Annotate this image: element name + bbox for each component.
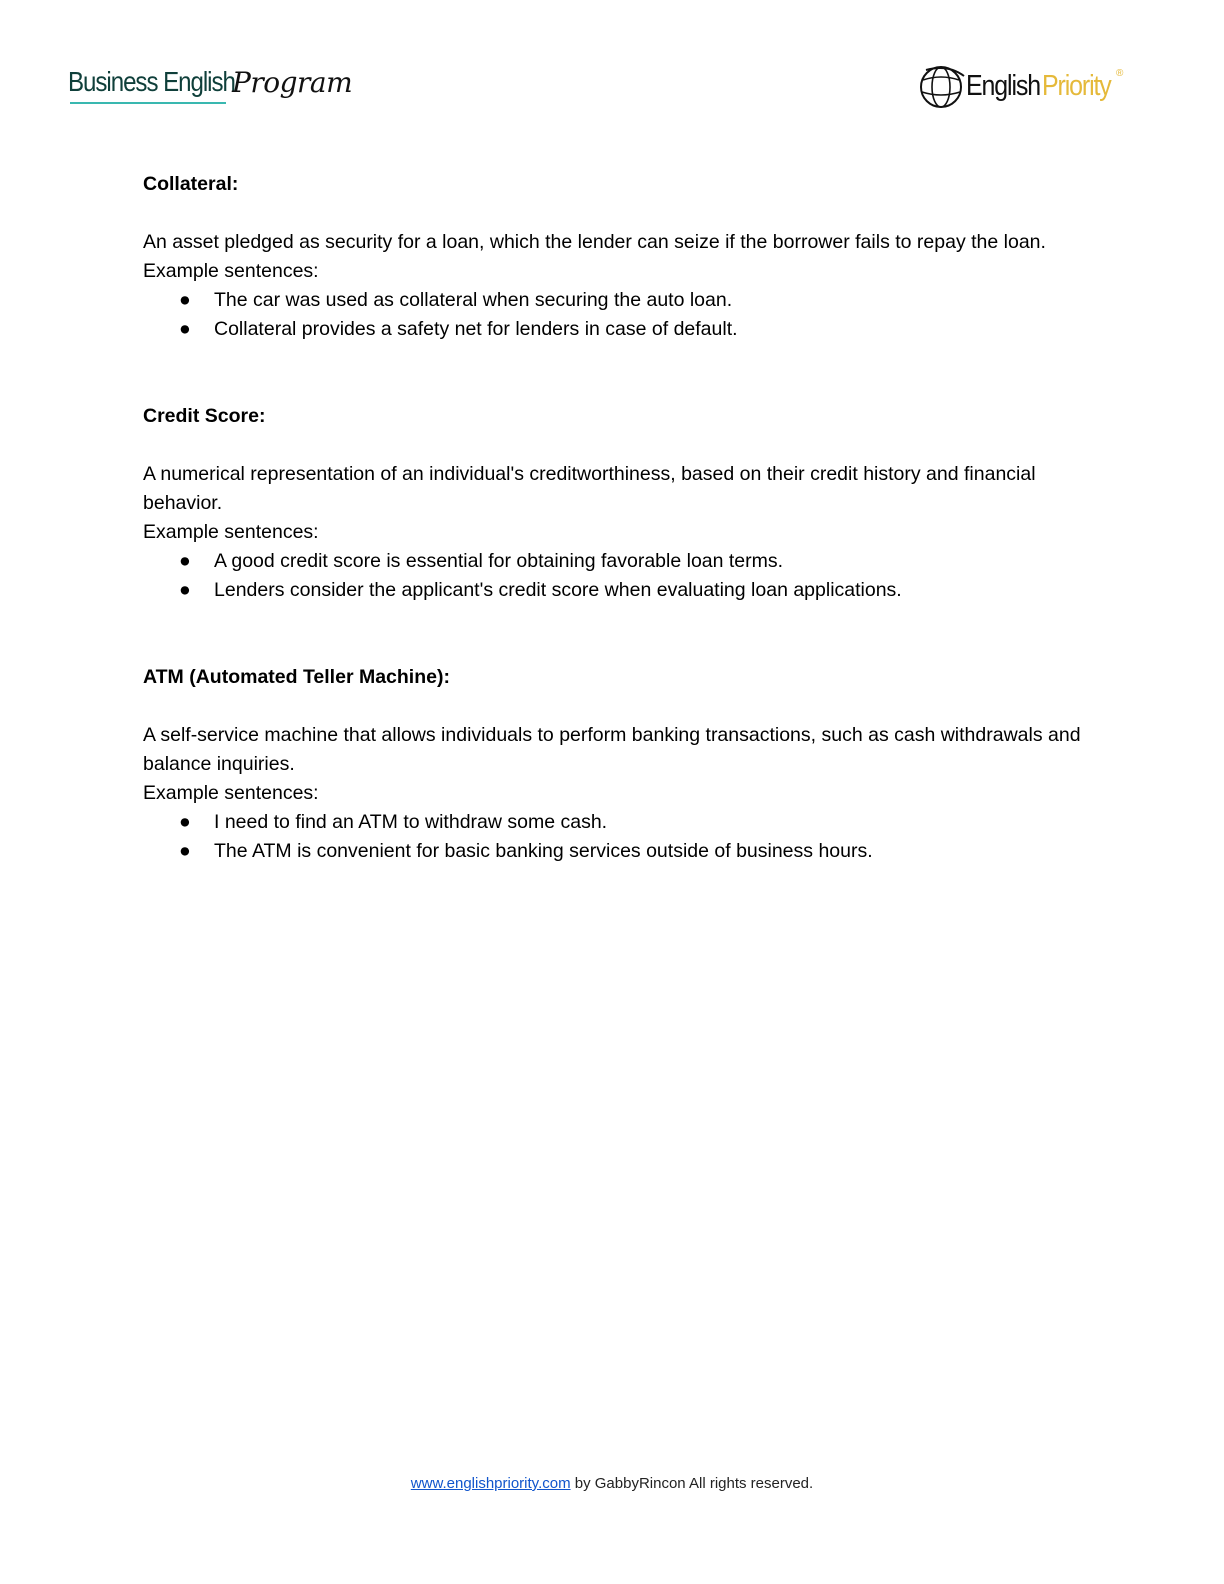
list-item: [143, 808, 1083, 837]
logo-program-text: Program: [232, 66, 353, 99]
bullet-icon: ●: [179, 550, 191, 572]
term-definition: A self-service machine that allows individuals to perform banking transactions, such as cash withdrawals and balance inquiries.: [143, 724, 1081, 775]
list-item: [143, 547, 1083, 576]
bullet-icon: ●: [179, 840, 191, 862]
example-sentence: I need to find an ATM to withdraw some cash.: [214, 811, 608, 833]
example-list: [143, 808, 1083, 866]
example-sentence: The car was used as collateral when securing the auto loan.: [214, 289, 733, 311]
example-sentences-label: Example sentences:: [143, 260, 319, 282]
term-section-credit-score: [143, 402, 1083, 605]
list-item: [143, 315, 1083, 344]
term-section-atm: [143, 663, 1083, 866]
example-sentence: Lenders consider the applicant's credit score when evaluating loan applications.: [214, 579, 902, 601]
logo-business-english-text: Business English: [68, 66, 235, 97]
term-definition: An asset pledged as security for a loan, which the lender can seize if the borrower fails to repay the loan.: [143, 231, 1046, 253]
list-item: [143, 576, 1083, 605]
list-item: [143, 837, 1083, 866]
term-heading: ATM (Automated Teller Machine):: [143, 666, 450, 688]
website-link[interactable]: www.englishpriority.com: [410, 1475, 571, 1492]
page-footer: [0, 1475, 1224, 1492]
globe-icon: [918, 62, 966, 110]
english-priority-logo: [918, 62, 1148, 112]
example-list: [143, 547, 1083, 605]
example-sentences-label: Example sentences:: [143, 782, 319, 804]
logo-priority-text: Priority: [1042, 70, 1111, 102]
footer-copyright-text: by GabbyRincon All rights reserved.: [570, 1475, 814, 1492]
example-sentences-label: Example sentences:: [143, 521, 319, 543]
bullet-icon: ●: [179, 811, 191, 833]
document-body: [143, 170, 1083, 866]
example-sentence: A good credit score is essential for obtaining favorable loan terms.: [214, 550, 784, 572]
bullet-icon: ●: [179, 579, 191, 601]
term-section-collateral: [143, 170, 1083, 344]
example-list: [143, 286, 1083, 344]
list-item: [143, 286, 1083, 315]
example-sentence: Collateral provides a safety net for lenders in case of default.: [214, 318, 738, 340]
example-sentence: The ATM is convenient for basic banking services outside of business hours.: [214, 840, 873, 862]
term-heading: Collateral:: [143, 173, 239, 195]
registered-mark: ®: [1116, 68, 1124, 79]
term-heading: Credit Score:: [143, 405, 266, 427]
section-spacer: [143, 605, 1083, 663]
logo-underline: [70, 102, 226, 104]
bullet-icon: ●: [179, 289, 191, 311]
business-english-program-logo: [68, 62, 353, 114]
logo-english-text: English: [966, 70, 1040, 102]
section-spacer: [143, 344, 1083, 402]
bullet-icon: ●: [179, 318, 191, 340]
term-definition: A numerical representation of an individual's creditworthiness, based on their credit history and financial behavior.: [143, 463, 1036, 514]
